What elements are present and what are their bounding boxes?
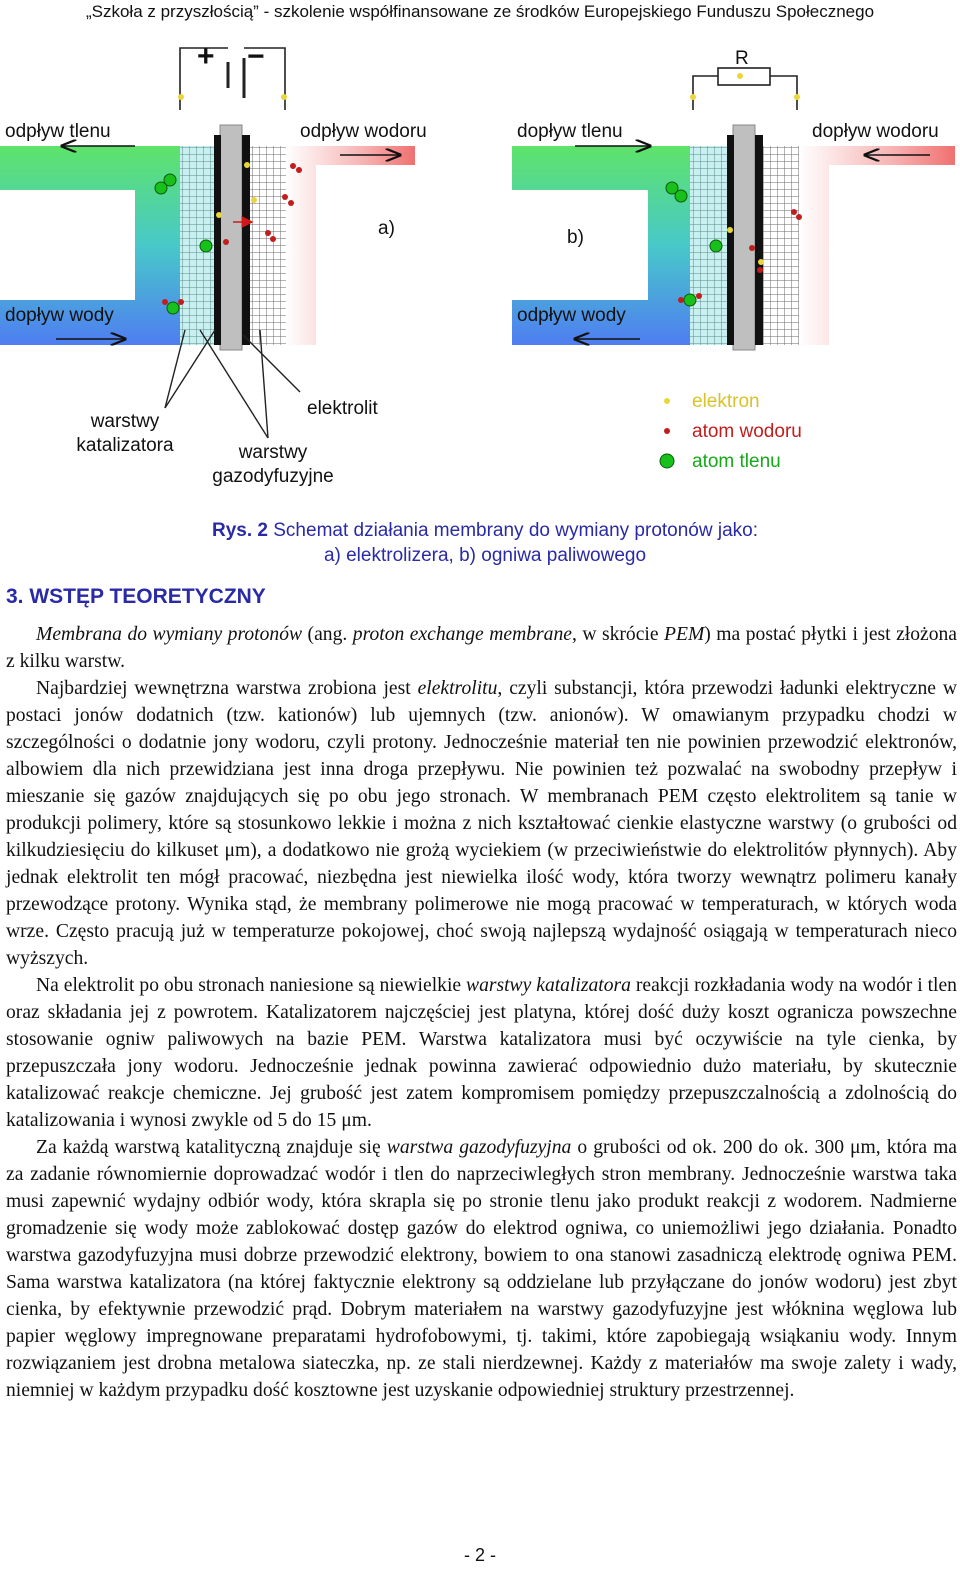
svg-text:−: − (247, 40, 265, 73)
text: reakcji rozkładania wody na wodór i tlen oraz składania jej z powrotem. Katalizatorem najczęściej jest platyna, której dość duży koszt ogranicza powszechne stosowanie ogniw paliwowych na bazie PEM. Warstwa katalizatora musi być oczywiście na tyle cienka, by przepuszczała jony wodoru. Jednocześnie jednak powinna zawierać odpowiednio dużo materiału, by skutecznie katalizować reakcje chemiczne. Jej grubość jest zatem kompromisem pomiędzy przepuszczalnością a zdolnością do katalizowania i wynosi zwykle od 5 do 15 μm. (6, 975, 957, 1131)
figure-caption (180, 518, 790, 568)
legend-hydrogen: atom wodoru (692, 421, 802, 442)
page-header: „Szkoła z przyszłością” - szkolenie współfinansowane ze środków Europejskiego Funduszu Społecznego (85, 2, 875, 21)
legend-oxygen: atom tlenu (692, 451, 781, 472)
text: o grubości od ok. 200 do ok. 300 μm, która ma za zadanie równomiernie doprowadzać wodór i tlen do naprzeciwległych stron membrany. Jednocześnie warstwa taka musi zapewnić wydajny odbiór wody, która skrapla się po stronie tlenu jako produkt reakcji z wodorem. Nadmierne gromadzenie się wody może zablokować dostęp gazów do elektrod ogniwa, co uniemożliwi jego działania. Ponadto warstwa gazodyfuzyjna musi dobrze przewodzić elektrony, bowiem to ona stanowi zasadniczą elektrodę ogniwa PEM. Sama warstwa katalizatora (na której faktycznie elektrony są oddzielane lub przyłączane do jonów wodoru) jest zbyt cienka, by efektywnie przewodzić prąd. Dobrym materiałem na warstwy gazodyfuzyjne jest włóknina węglowa lub papier węglowy impregnowane preparatami hydrofobowymi, tj. takimi, które zapobiegają wsiąkaniu wody. Innym rozwiązaniem jest drobna metalowa siateczka, np. ze stali nierdzewnej. Każdy z materiałów ma swoje zalety i wady, niemniej w każdym przypadku dość kosztowne jest uzyskanie odpowiedniej struktury przestrzennej. (6, 1137, 958, 1401)
caption-prefix: Rys. 2 (212, 520, 268, 541)
label-water-inflow: dopływ wody (5, 305, 114, 326)
text: Za każdą warstwą katalityczną znajduje się (36, 1137, 387, 1158)
term: proton exchange membrane (352, 624, 572, 645)
label-resistor: R (735, 48, 749, 69)
label-electrolyte: elektrolit (307, 398, 378, 419)
electrolyzer-cell (0, 40, 415, 350)
caption-line1: Schemat działania membrany do wymiany protonów jako: (267, 520, 758, 541)
paragraph-2 (6, 675, 957, 972)
term: PEM (664, 624, 705, 645)
legend-oxygen-dot (660, 454, 674, 468)
caption-line2: a) elektrolizera, b) ogniwa paliwowego (323, 545, 647, 566)
body-text (6, 621, 957, 1404)
text: (ang. (302, 624, 353, 645)
legend-electron: elektron (692, 391, 760, 412)
term: elektrolitu (417, 678, 498, 699)
term: warstwa gazodyfuzyjna (386, 1137, 572, 1158)
text: Na elektrolit po obu stronach naniesione są niewielkie (36, 975, 466, 996)
label-catalyst-layers: warstwy katalizatora (76, 411, 174, 456)
svg-text:+: + (197, 40, 215, 73)
term: Membrana do wymiany protonów (36, 624, 303, 645)
label-hydrogen-outflow: odpływ wodoru (300, 121, 427, 142)
text: , w skrócie (571, 624, 665, 645)
paragraph-4 (6, 1134, 957, 1404)
paragraph-3 (6, 972, 957, 1134)
label-oxygen-inflow: dopływ tlenu (517, 121, 623, 142)
paragraph-1 (6, 621, 957, 675)
legend-electron-dot (664, 398, 670, 404)
term: warstwy katalizatora (466, 975, 631, 996)
page-number: - 2 - (463, 1545, 496, 1565)
label-gas-diffusion-layers: warstwy gazodyfuzyjne (212, 442, 334, 487)
label-a: a) (378, 218, 395, 239)
section-title: 3. WSTĘP TEORETYCZNY (6, 585, 266, 608)
label-oxygen-outflow: odpływ tlenu (5, 121, 111, 142)
text: , czyli substancji, która przewodzi ładunki elektryczne w postaci jonów dodatnich (tzw. kationów) lub ujemnych (tzw. anionów). W omawianym przypadku chodzi w szczególności o dodatnie jony wodoru, czyli protony. Jednocześnie materiał ten nie powinien przewodzić elektronów, albowiem dla nich przewidziana jest inna droga przepływu. Nie powinien też pozwalać na swobodny przepływ i mieszanie się gazów znajdujących się po obu jego stronach. W membranach PEM często elektrolitem są tanie w produkcji polimery, które są stosunkowo lekkie i można z nich kształtować cienkie elastyczne warstwy (o grubości od kilkudziesięciu do kilkuset μm), a dodatkowo nie grożą wyciekiem (w przeciwieństwie do elektrolitów płynnych). Aby jednak elektrolit ten mógł pracować, niezbędna jest niewielka ilość wody, która tworzy wewnątrz polimeru kanały przewodzące protony. Wynika stąd, że membrany polimerowe nie mogą pracować w temperaturach, w których woda wrze. Często pracują już w temperaturze pokojowej, choć swoją najlepszą wydajność osiągają w temperaturach nieco wyższych. (6, 678, 957, 969)
text: Najbardziej wewnętrzna warstwa zrobiona jest (36, 678, 418, 699)
label-hydrogen-inflow: dopływ wodoru (812, 121, 939, 142)
legend-hydrogen-dot (664, 428, 670, 434)
label-b: b) (567, 227, 584, 248)
label-water-outflow: odpływ wody (517, 305, 626, 326)
text: ) ma postać płytki i jest złożona z kilku warstw. (6, 624, 958, 672)
